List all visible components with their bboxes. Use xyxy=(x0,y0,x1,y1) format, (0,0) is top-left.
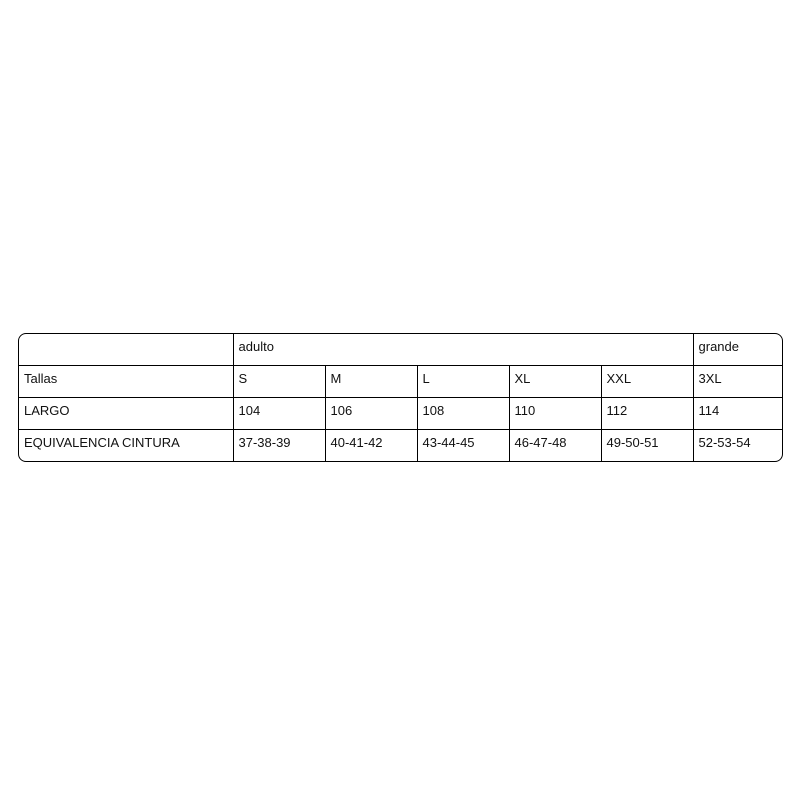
group-large-header: grande xyxy=(693,334,782,365)
table-row xyxy=(19,430,782,461)
table-cell: 49-50-51 xyxy=(601,430,693,461)
table-cell: 110 xyxy=(509,397,601,429)
table-cell: S xyxy=(233,365,325,397)
table-cell: 106 xyxy=(325,397,417,429)
size-table xyxy=(19,334,782,461)
table-row xyxy=(19,365,782,397)
table-cell: 114 xyxy=(693,397,782,429)
row-label: LARGO xyxy=(19,397,233,429)
table-cell: 43-44-45 xyxy=(417,430,509,461)
table-row xyxy=(19,397,782,429)
table-cell: 104 xyxy=(233,397,325,429)
group-header-row xyxy=(19,334,782,365)
table-cell: 40-41-42 xyxy=(325,430,417,461)
table-cell: 46-47-48 xyxy=(509,430,601,461)
corner-cell xyxy=(19,334,233,365)
row-label: EQUIVALENCIA CINTURA xyxy=(19,430,233,461)
table-cell: M xyxy=(325,365,417,397)
table-cell: XXL xyxy=(601,365,693,397)
size-chart-table xyxy=(18,333,783,462)
table-cell: 52-53-54 xyxy=(698,435,751,451)
row-label: Tallas xyxy=(19,365,233,397)
table-cell: 112 xyxy=(601,397,693,429)
table-cell: 3XL xyxy=(693,365,782,397)
table-cell: 108 xyxy=(417,397,509,429)
group-adult-header: adulto xyxy=(233,334,693,365)
table-cell: XL xyxy=(509,365,601,397)
table-cell: L xyxy=(417,365,509,397)
table-cell: 37-38-39 xyxy=(233,430,325,461)
